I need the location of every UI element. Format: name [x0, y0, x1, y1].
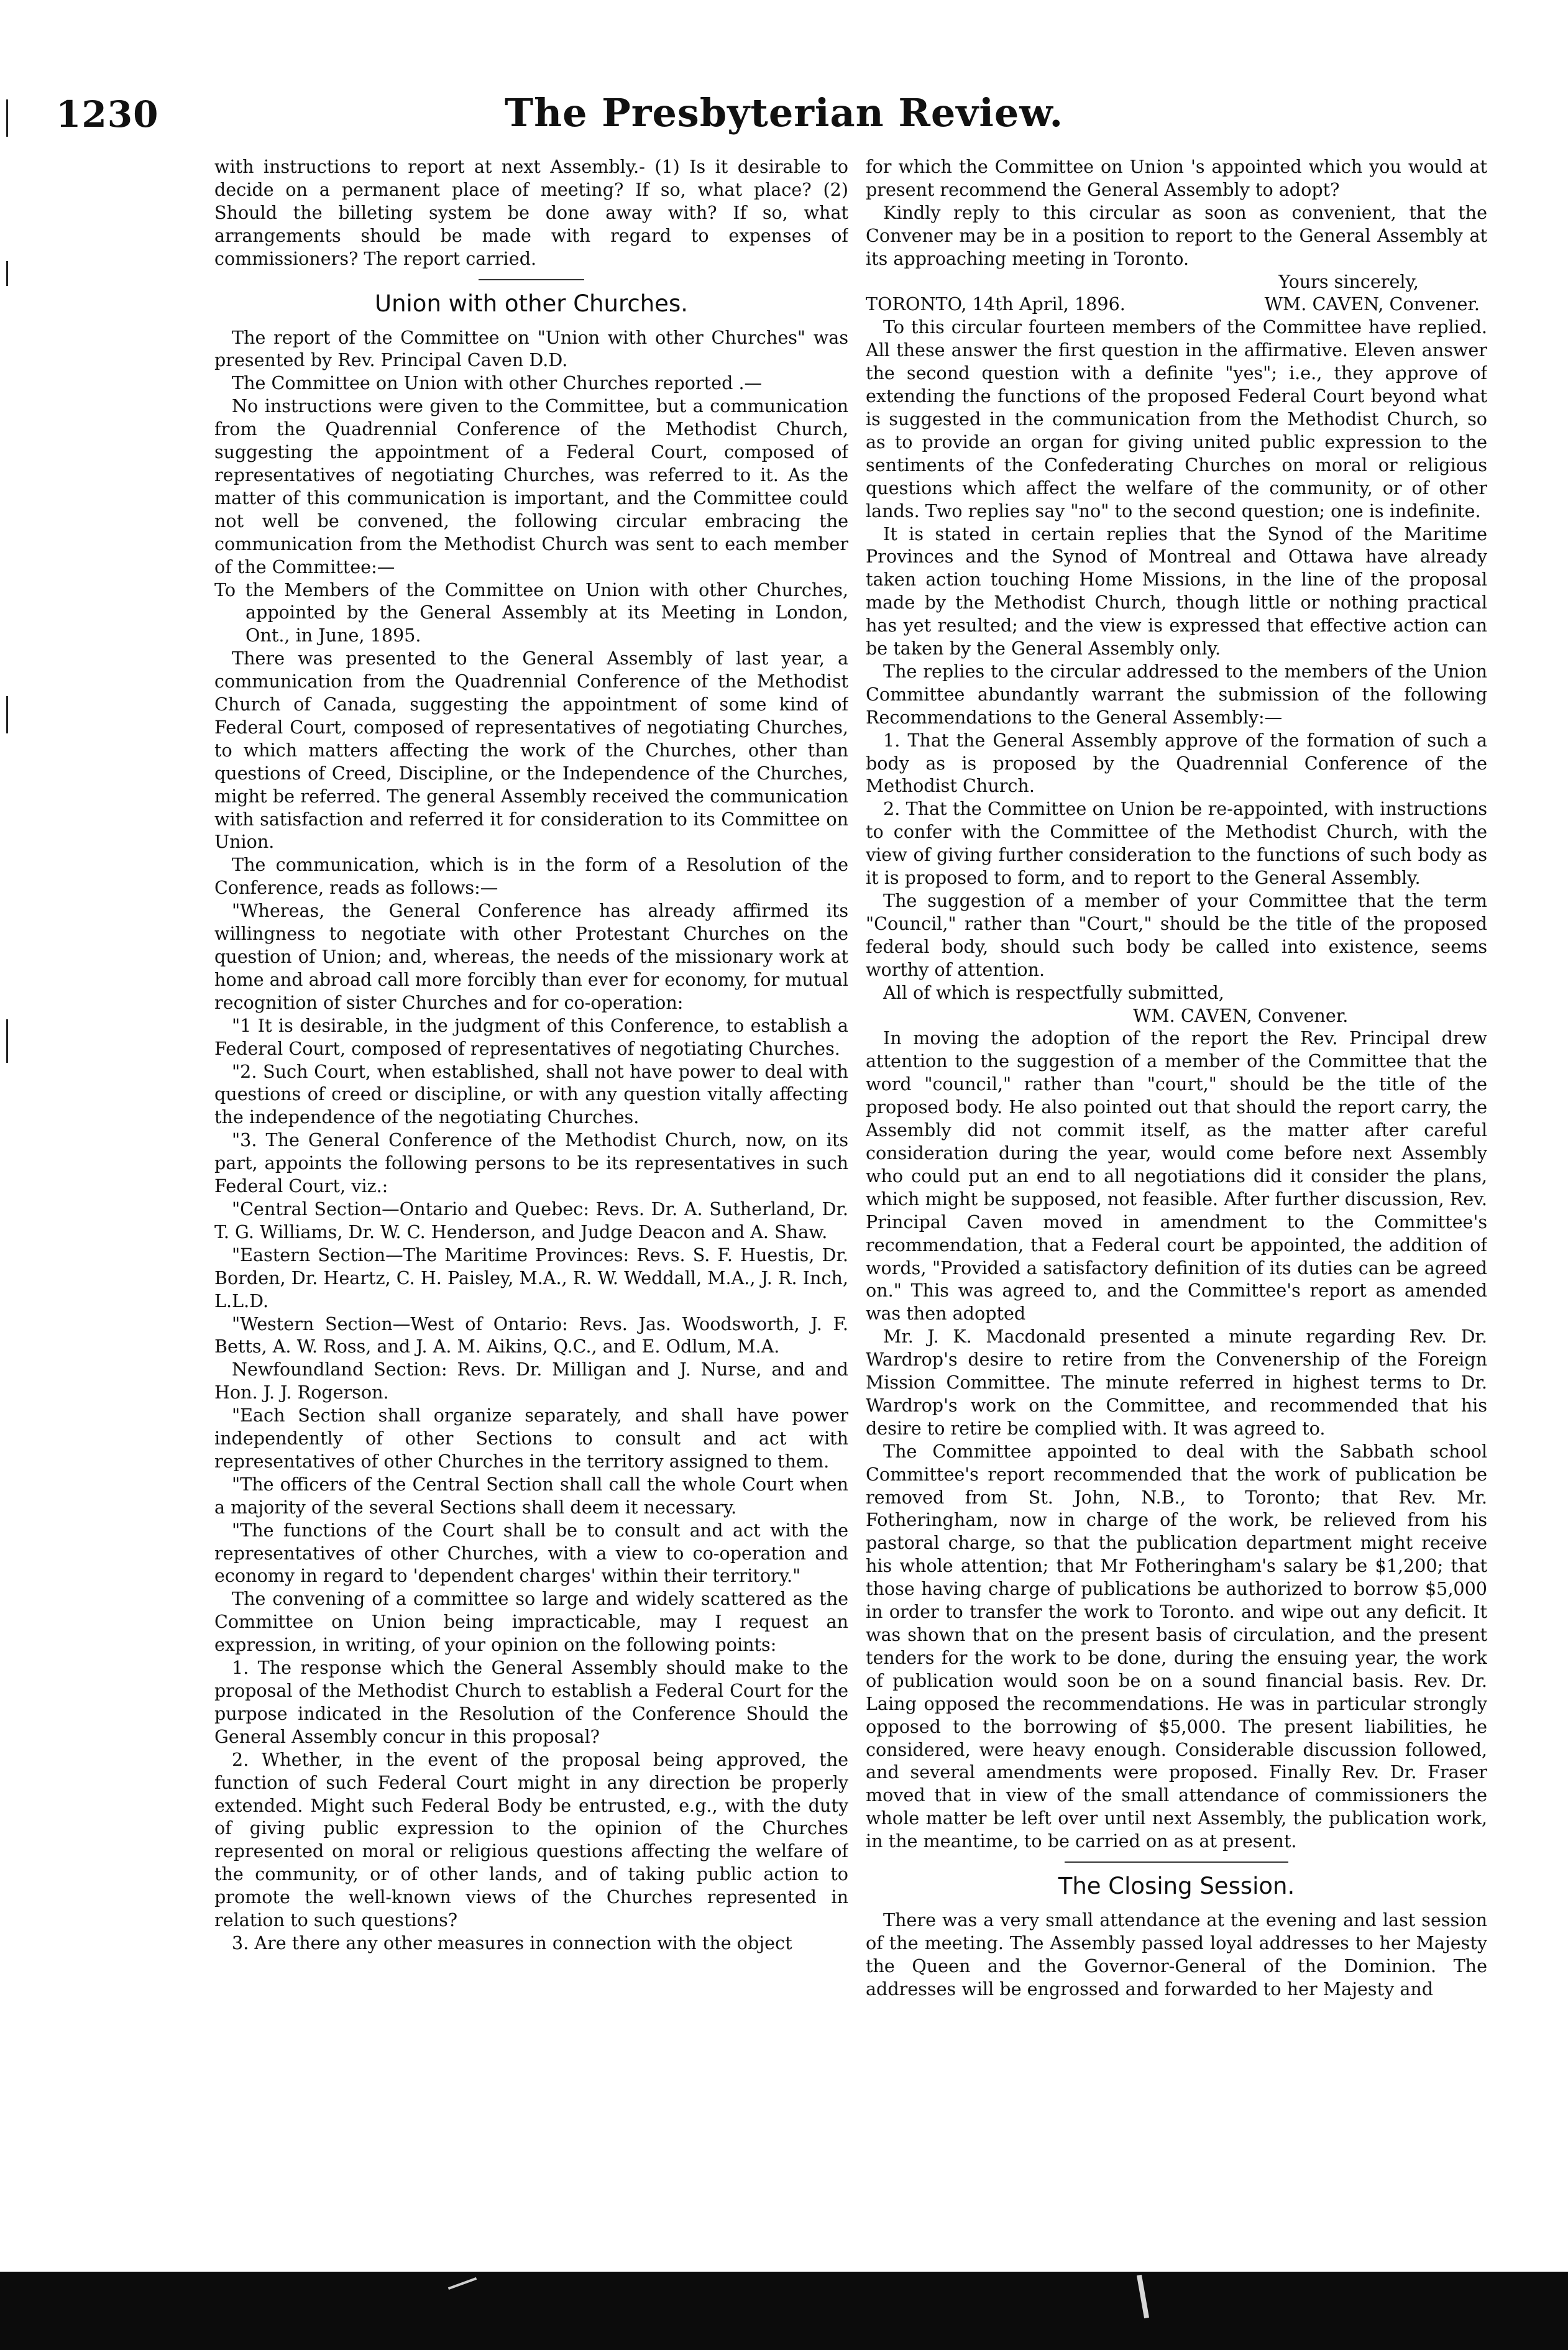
resolution-quote: "The officers of the Central Section shall call the whole Court when a majority of the several Sections shall deem it necessary. — [214, 1473, 848, 1518]
question-2: 2. Whether, in the event of the proposal being approved, the function of such Federal Court might in any direction be properly extended. Might such Federal Body be entrusted, e.g., with the duty of giving public expression to the opinion of the Churches represented on moral or religious questions affecting the welfare of the community, or of other lands, and of taking public action to promote the well-known views of the Churches represented in relation to such questions? — [214, 1748, 848, 1931]
paragraph: It is stated in certain replies that the Synod of the Maritime Provinces and the Synod of Montreal and Ottawa have already taken action touching Home Missions, in the line of the proposal made by the Methodist Church, though little or nothing practical has yet resulted; and the view is expressed that effective action can be taken by the General Assembly only. — [866, 523, 1487, 659]
left-column — [214, 155, 848, 2225]
scan-border-bottom — [0, 2272, 1568, 2350]
resolution-quote: "The functions of the Court shall be to consult and act with the representatives of other Churches, with a view to co-operation and economy in regard to 'dependent charges' within their territory." — [214, 1519, 848, 1587]
paragraph: for which the Committee on Union 's appointed which you would at present recommend the General Assembly to adopt? — [866, 156, 1487, 200]
resolution-quote: "3. The General Conference of the Methodist Church, now, on its part, appoints the following persons to be its representatives in such Federal Court, viz.: — [214, 1129, 848, 1197]
paragraph: The report of the Committee on "Union with other Churches" was presented by Rev. Principal Caven D.D. — [214, 326, 848, 371]
paragraph: The Committee on Union with other Churches reported .— — [232, 372, 763, 394]
masthead-title: The Presbyterian Review. — [504, 90, 1064, 135]
divider — [1065, 1861, 1288, 1863]
paragraph: All of which is respectfully submitted, — [883, 981, 1224, 1003]
representatives-western: "Western Section—West of Ontario: Revs. Jas. Woodsworth, J. F. Betts, A. W. Ross, and J. A. M. Aikins, Q.C., and E. Odlum, M.A. — [214, 1313, 848, 1357]
margin-mark — [6, 99, 8, 137]
resolution-quote: "1 It is desirable, in the judgment of this Conference, to establish a Federal Court, composed of representatives of negotiating Churches. — [214, 1014, 848, 1059]
divider — [479, 279, 584, 280]
paragraph: There was a very small attendance at the evening and last session of the meeting. The Assembly passed loyal addresses to her Majesty the Queen and the Governor-General of the Dominion. The addresses will be engrossed and forwarded to her Majesty and — [866, 1909, 1487, 1999]
paragraph: No instructions were given to the Committee, but a communication from the Quadrennial Conference of the Methodist Church, suggesting the appointment of a Federal Court, composed of representatives of negotiating Churches, was referred to it. As the matter of this communication is important, and the Committee could not well be convened, the following circular embracing the communication from the Methodist Church was sent to each member of the Committee:— — [214, 395, 848, 577]
representatives-newfoundland: Newfoundland Section: Revs. Dr. Milligan and J. Nurse, and and Hon. J. J. Rogerson. — [214, 1359, 848, 1403]
signature-name: WM. CAVEN, Convener. — [1133, 1004, 1349, 1026]
resolution-quote: "Whereas, the General Conference has already affirmed its willingness to negotiate with other Protestant Churches on the question of Union; and, whereas, the needs of the missionary work at home and abroad call more forcibly than ever for economy, for mutual recognition of sister Churches and for co-operation: — [214, 900, 848, 1013]
signature-line — [866, 293, 1487, 316]
circular-address: To the Members of the Committee on Union with other Churches, appointed by the General Assembly at its Meeting in London, Ont., in June, 1895. — [214, 579, 848, 646]
paragraph: Kindly reply to this circular as soon as convenient, that the Convener may be in a position to report to the General Assembly at its approaching meeting in Toronto. — [866, 201, 1487, 269]
representatives-eastern: "Eastern Section—The Maritime Provinces: Revs. S. F. Huestis, Dr. Borden, Dr. Heartz, C. H. Paisley, M.A., R. W. Weddall, M.A., J. R. Inch, L.L.D. — [214, 1244, 848, 1311]
recommendation-2: 2. That the Committee on Union be re-appointed, with instructions to confer with the Committee of the Methodist Church, with the view of giving further consideration to the functions of such body as it is proposed to form, and to report to the General Assembly. — [866, 798, 1487, 889]
question-3: 3. Are there any other measures in connection with the object — [232, 1932, 792, 1953]
margin-mark — [6, 1019, 8, 1063]
signature-place-date: TORONTO, 14th April, 1896. — [866, 293, 1126, 315]
margin-mark — [6, 696, 8, 733]
paragraph: The replies to the circular addressed to the members of the Union Committee abundantly warrant the submission of the following Recommendations to the General Assembly:— — [866, 660, 1487, 728]
paragraph: The suggestion of a member of your Committee that the term "Council," rather than "Court," should be the title of the proposed federal body, should such body be called into existence, seems worthy of attention. — [866, 890, 1487, 980]
question-1: 1. The response which the General Assembly should make to the proposal of the Methodist Church to establish a Federal Court for the purpose indicated in the Resolution of the Conference Should the General Assembly concur in this proposal? — [214, 1657, 848, 1747]
paragraph: The communication, which is in the form of a Resolution of the Conference, reads as follows:— — [214, 854, 848, 899]
paragraph: To this circular fourteen members of the Committee have replied. All these answer the first question in the affirmative. Eleven answer the second question with a definite "yes"; i.e., they approve of extending the functions of the proposed Federal Court beyond what is suggested in the communication from the Methodist Church, so as to provide an organ for giving united public expression to the sentiments of the Confederating Churches on moral or religious questions which affect the welfare of the community, or of other lands. Two replies say "no" to the second question; one is indefinite. — [866, 316, 1487, 521]
signature-name: WM. CAVEN, Convener. — [1264, 293, 1480, 315]
paragraph: The convening of a committee so large and widely scattered as the Committee on Union being impracticable, may I request an expression, in writing, of your opinion on the following points: — [214, 1588, 848, 1656]
resolution-quote: "2. Such Court, when established, shall not have power to deal with questions of creed or discipline, or with any question vitally affecting the independence of the negotiating Churches. — [214, 1060, 848, 1128]
closing-salutation: Yours sincerely, — [1278, 270, 1419, 292]
section-heading-closing: The Closing Session. — [1058, 1873, 1295, 1900]
resolution-quote: "Each Section shall organize separately, and shall have power independently of other Sections to consult and act with representatives of other Churches in the territory assigned to them. — [214, 1405, 848, 1472]
paragraph: with instructions to report at next Assembly.- (1) Is it desirable to decide on a permanent place of meeting? If so, what place? (2) Should the billeting system be done away with? If so, what arrangements should be made with regard to expenses of commissioners? The report carried. — [214, 156, 848, 269]
paragraph: In moving the adoption of the report the Rev. Principal drew attention to the suggestion of a member of the Committee that the word "council," rather than "court," should be the title of the proposed body. He also pointed out that should the report carry, the Assembly did not commit itself, as the matter after careful consideration during the year, would come before next Assembly who could put an end to all negotiations did it consider the plans, which might be supposed, not feasible. After further discussion, Rev. Principal Caven moved in amendment to the Committee's recommendation, that a Federal court be appointed, the addition of words, "Provided a satisfactory definition of its duties can be agreed on." This was agreed to, and the Committee's report as amended was then adopted — [866, 1027, 1487, 1324]
paragraph: There was presented to the General Assembly of last year, a communication from the Quadrennial Conference of the Methodist Church of Canada, suggesting the appointment of some kind of Federal Court, composed of representatives of negotiating Churches, to which matters affecting the work of the Churches, other than questions of Creed, Discipline, or the Independence of the Churches, might be referred. The general Assembly received the communication with satisfaction and referred it for consideration to its Committee on Union. — [214, 648, 848, 853]
section-heading-union: Union with other Churches. — [375, 290, 688, 317]
representatives-central: "Central Section—Ontario and Quebec: Revs. Dr. A. Sutherland, Dr. T. G. Williams, Dr. W. C. Henderson, and Judge Deacon and A. Shaw. — [214, 1198, 848, 1242]
margin-mark — [6, 261, 8, 286]
recommendation-1: 1. That the General Assembly approve of the formation of such a body as is proposed by the Quadrennial Conference of the Methodist Church. — [866, 729, 1487, 797]
paragraph: The Committee appointed to deal with the Sabbath school Committee's report recommended that the work of publication be removed from St. John, N.B., to Toronto; that Rev. Mr. Fotheringham, now in charge of the work, be relieved from his pastoral charge, so that the publication department might receive his whole attention; that Mr Fotheringham's salary be $1,200; that those having charge of publications be authorized to borrow $5,000 in order to transfer the work to Toronto. and wipe out any deficit. It was shown that on the present basis of circulation, and the present tenders for the work to be done, during the ensuing year, the work of publication would soon be on a sound financial basis. Rev. Dr. Laing opposed the recommendations. He was in particular strongly opposed to the borrowing of $5,000. The present liabilities, he considered, were heavy enough. Considerable discussion followed, and several amendments were proposed. Finally Rev. Dr. Fraser moved that in view of the small attendance of commissioners the whole matter be left over until next Assembly, the publication work, in the meantime, to be carried on as at present. — [866, 1440, 1487, 1852]
paragraph: Mr. J. K. Macdonald presented a minute regarding Rev. Dr. Wardrop's desire to retire from the Convenership of the Foreign Mission Committee. The minute referred in highest terms to Dr. Wardrop's work on the Committee, and recommended that his desire to retire be complied with. It was agreed to. — [866, 1326, 1487, 1439]
right-column — [866, 155, 1487, 2225]
page-number: 1230 — [56, 93, 159, 135]
